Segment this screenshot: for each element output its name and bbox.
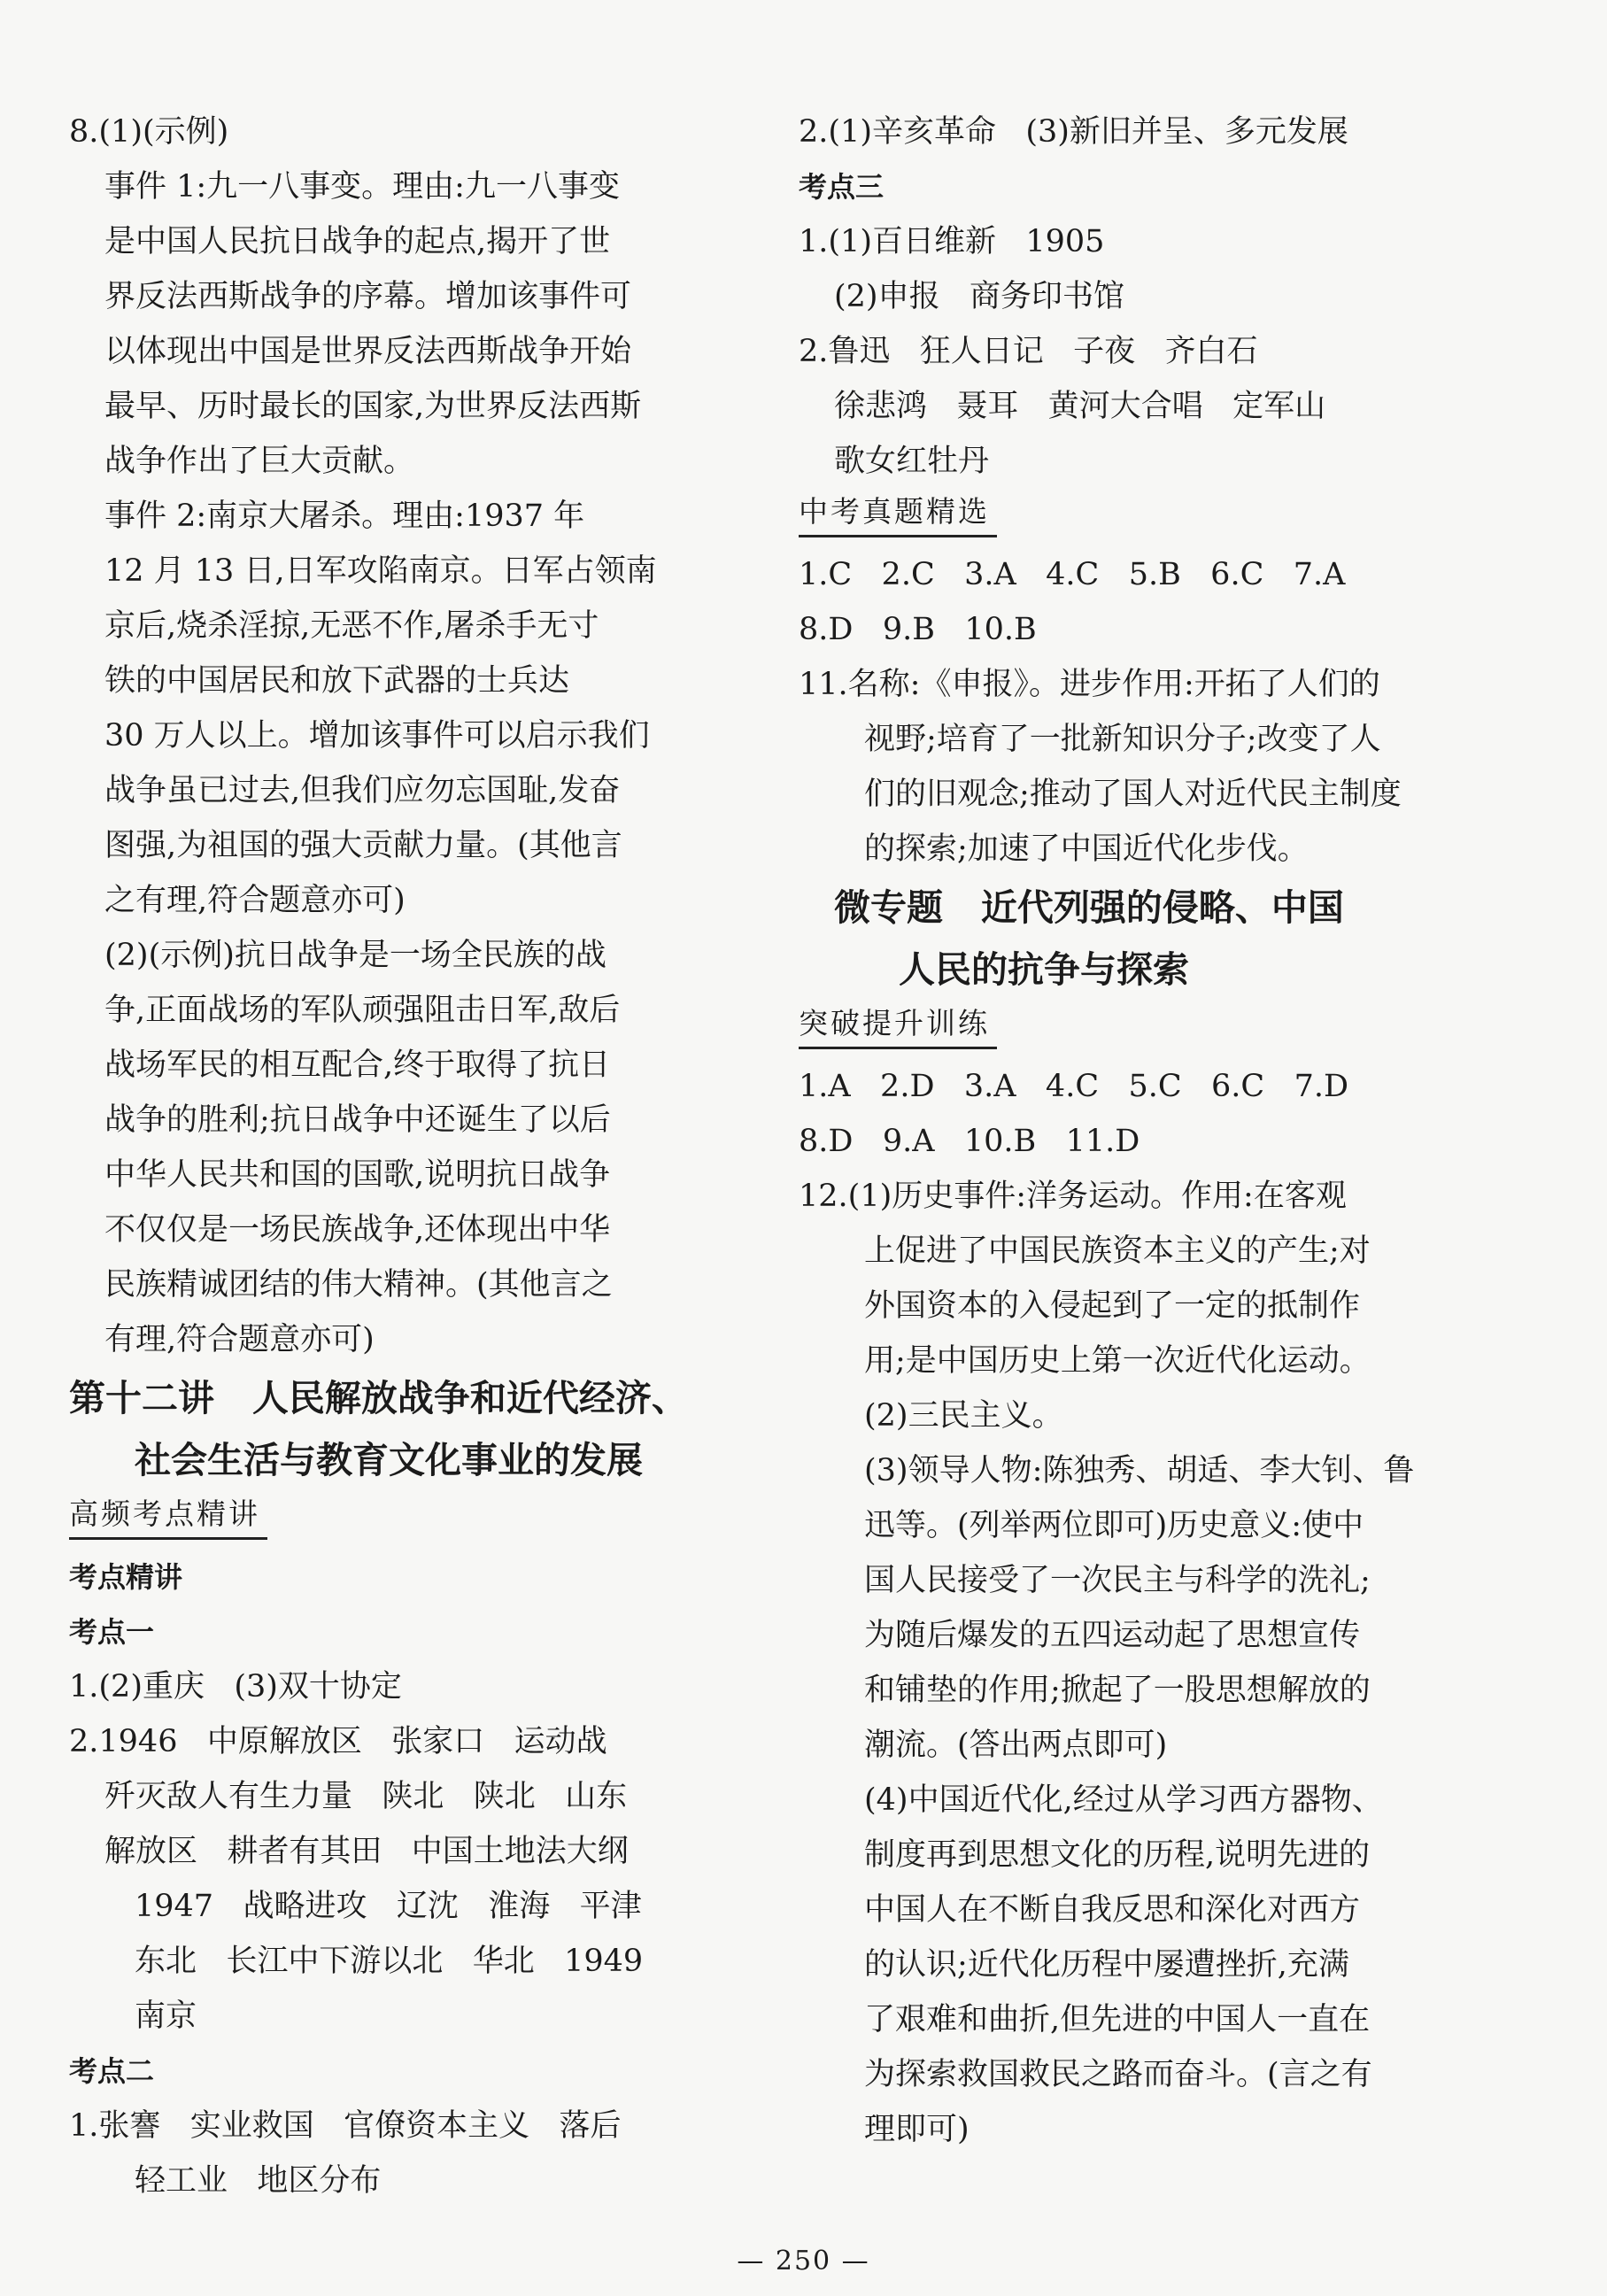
subsection-heading: 高频考点精讲 xyxy=(69,1491,267,1540)
text-line: 界反法西斯战争的序幕。增加该事件可 xyxy=(104,279,632,314)
text-line: 视野;培育了一批新知识分子;改变了人 xyxy=(864,722,1381,757)
text-line: 歌女红牡丹 xyxy=(834,444,990,479)
text-line: 制度再到思想文化的历程,说明先进的 xyxy=(864,1837,1371,1873)
text-line: 有理,符合题意亦可) xyxy=(104,1322,375,1357)
text-line: (2)(示例)抗日战争是一场全民族的战 xyxy=(104,938,606,973)
page-number: — 250 — xyxy=(737,2246,870,2277)
text-line: 迅等。(列举两位即可)历史意义:使中 xyxy=(864,1508,1364,1543)
topic-heading: 考点三 xyxy=(799,170,885,204)
section-title: 微专题 近代列强的侵略、中国 xyxy=(834,886,1344,929)
text-line: 1.张謇 实业救国 官僚资本主义 落后 xyxy=(69,2108,622,2144)
text-line: 12 月 13 日,日军攻陷南京。日军占领南 xyxy=(104,553,657,589)
text-line: 1.C 2.C 3.A 4.C 5.B 6.C 7.A xyxy=(799,557,1346,592)
topic-heading: 考点精讲 xyxy=(69,1560,183,1594)
text-line: 1947 战略进攻 辽沈 淮海 平津 xyxy=(135,1889,642,1924)
text-line: 战争的胜利;抗日战争中还诞生了以后 xyxy=(104,1102,611,1138)
subsection-heading-wrap xyxy=(69,1491,724,1550)
text-line: 中华人民共和国的国歌,说明抗日战争 xyxy=(104,1157,611,1193)
text-line: 们的旧观念;推动了国人对近代民主制度 xyxy=(864,777,1402,812)
text-line: 外国资本的入侵起到了一定的抵制作 xyxy=(864,1288,1361,1324)
text-line: 为随后爆发的五四运动起了思想宣传 xyxy=(864,1618,1361,1653)
text-line: 是中国人民抗日战争的起点,揭开了世 xyxy=(104,224,611,259)
text-line: 事件 1:九一八事变。理由:九一八事变 xyxy=(104,169,620,205)
text-line: 以体现出中国是世界反法西斯战争开始 xyxy=(104,334,632,369)
text-line: 民族精诚团结的伟大精神。(其他言之 xyxy=(104,1267,613,1303)
text-line: 最早、历时最长的国家,为世界反法西斯 xyxy=(104,389,642,424)
text-line: (3)领导人物:陈独秀、胡适、李大钊、鲁 xyxy=(864,1453,1415,1488)
text-line: 不仅仅是一场民族战争,还体现出中华 xyxy=(104,1212,611,1248)
text-line: 用;是中国历史上第一次近代化运动。 xyxy=(864,1343,1371,1379)
subsection-heading-wrap xyxy=(799,489,1454,547)
text-line: 1.A 2.D 3.A 4.C 5.C 6.C 7.D xyxy=(799,1069,1349,1104)
section-title: 人民的抗争与探索 xyxy=(899,948,1189,991)
text-line: 上促进了中国民族资本主义的产生;对 xyxy=(864,1233,1371,1269)
text-line: 2.鲁迅 狂人日记 子夜 齐白石 xyxy=(799,334,1258,369)
text-line: 潮流。(答出两点即可) xyxy=(864,1728,1168,1763)
text-line: 图强,为祖国的强大贡献力量。(其他言 xyxy=(104,828,622,863)
text-line: 的探索;加速了中国近代化步伐。 xyxy=(864,831,1309,867)
text-line: 南京 xyxy=(135,1998,197,2034)
text-line: (2)申报 商务印书馆 xyxy=(834,279,1124,314)
text-line: 1.(1)百日维新 1905 xyxy=(799,224,1105,259)
text-line: 和铺垫的作用;掀起了一股思想解放的 xyxy=(864,1673,1371,1708)
left-column xyxy=(69,104,724,2208)
text-line: 徐悲鸿 聂耳 黄河大合唱 定军山 xyxy=(834,389,1326,424)
text-line: 中国人在不断自我反思和深化对西方 xyxy=(864,1892,1361,1928)
text-line: 轻工业 地区分布 xyxy=(135,2163,382,2199)
text-line: 铁的中国居民和放下武器的士兵达 xyxy=(104,663,570,699)
text-line: 11.名称:《申报》。进步作用:开拓了人们的 xyxy=(799,667,1380,702)
text-line: 国人民接受了一次民主与科学的洗礼; xyxy=(864,1563,1371,1598)
text-line: 事件 2:南京大屠杀。理由:1937 年 xyxy=(104,499,585,534)
right-column xyxy=(799,104,1454,2157)
text-line: 的认识;近代化历程中屡遭挫折,充满 xyxy=(864,1947,1349,1983)
text-line: (4)中国近代化,经过从学习西方器物、 xyxy=(864,1782,1383,1818)
text-line: 为探索救国救民之路而奋斗。(言之有 xyxy=(864,2057,1372,2092)
text-line: 理即可) xyxy=(864,2112,970,2147)
subsection-heading: 中考真题精选 xyxy=(799,489,997,537)
text-line: 歼灭敌人有生力量 陕北 陕北 山东 xyxy=(104,1779,628,1814)
text-line: 1.(2)重庆 (3)双十协定 xyxy=(69,1669,402,1705)
subsection-heading: 突破提升训练 xyxy=(799,1001,997,1049)
text-line: 8.(1)(示例) xyxy=(69,114,229,150)
text-line: 12.(1)历史事件:洋务运动。作用:在客观 xyxy=(799,1179,1347,1214)
topic-heading: 考点一 xyxy=(69,1615,155,1649)
text-line: 30 万人以上。增加该事件可以启示我们 xyxy=(104,718,650,754)
text-line: 2.(1)辛亥革命 (3)新旧并呈、多元发展 xyxy=(799,114,1348,150)
text-line: 战场军民的相互配合,终于取得了抗日 xyxy=(104,1048,611,1083)
subsection-heading-wrap xyxy=(799,1001,1454,1059)
text-line: 8.D 9.A 10.B 11.D xyxy=(799,1124,1140,1159)
topic-heading: 考点二 xyxy=(69,2054,155,2088)
text-line: 战争作出了巨大贡献。 xyxy=(104,444,415,479)
text-line: 之有理,符合题意亦可) xyxy=(104,883,406,918)
section-title: 社会生活与教育文化事业的发展 xyxy=(135,1439,643,1481)
text-line: 东北 长江中下游以北 华北 1949 xyxy=(135,1944,644,1979)
text-line: 解放区 耕者有其田 中国土地法大纲 xyxy=(104,1834,629,1869)
text-line: (2)三民主义。 xyxy=(864,1398,1063,1434)
text-line: 争,正面战场的军队顽强阻击日军,敌后 xyxy=(104,993,621,1028)
section-title: 第十二讲 人民解放战争和近代经济、 xyxy=(69,1377,688,1419)
text-line: 京后,烧杀淫掠,无恶不作,屠杀手无寸 xyxy=(104,608,599,644)
text-line: 2.1946 中原解放区 张家口 运动战 xyxy=(69,1724,607,1759)
text-line: 8.D 9.B 10.B xyxy=(799,612,1037,647)
text-line: 战争虽已过去,但我们应勿忘国耻,发奋 xyxy=(104,773,621,808)
text-line: 了艰难和曲折,但先进的中国人一直在 xyxy=(864,2002,1371,2037)
